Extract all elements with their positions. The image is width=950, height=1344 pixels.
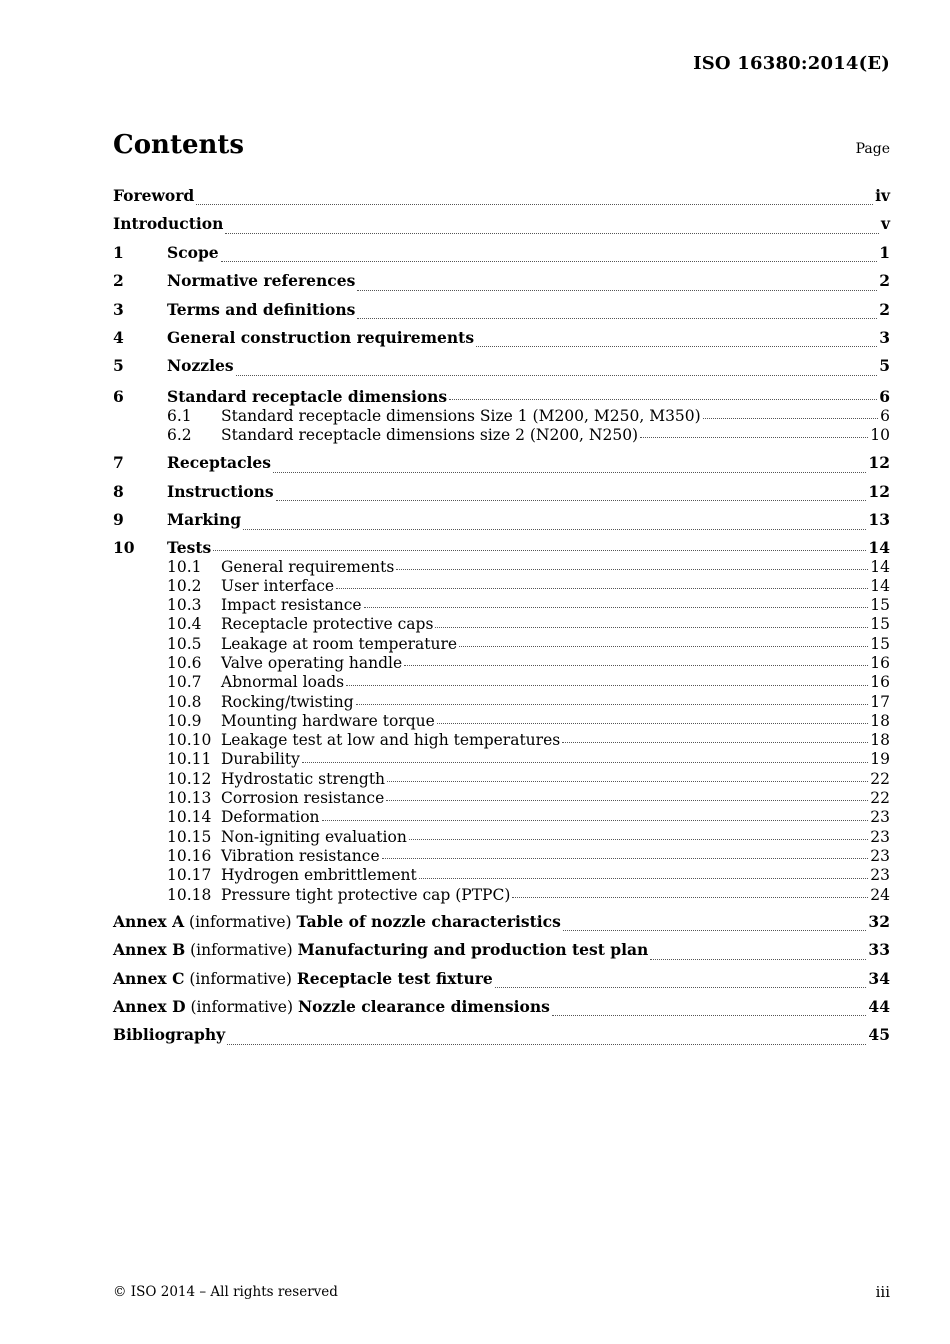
page-column-label: Page bbox=[855, 141, 890, 157]
toc-entry-introduction[interactable] bbox=[113, 212, 890, 240]
toc-number: 10.10 bbox=[167, 731, 212, 750]
toc-entry-foreword[interactable] bbox=[113, 184, 890, 212]
toc-page: 14 bbox=[870, 576, 890, 595]
toc-page: 23 bbox=[870, 827, 890, 846]
toc-entry-10-6[interactable] bbox=[113, 654, 890, 673]
toc-number: 10.14 bbox=[167, 808, 212, 827]
toc-number: 10.2 bbox=[167, 576, 202, 595]
toc-number: 1 bbox=[113, 242, 124, 262]
toc-entry-annex-c[interactable] bbox=[113, 967, 890, 995]
toc-title: Standard receptacle dimensions bbox=[167, 386, 448, 406]
dot-leader bbox=[322, 819, 869, 821]
toc-page: 23 bbox=[870, 866, 890, 885]
toc-title: Standard receptacle dimensions size 2 (N200, N250) bbox=[221, 426, 639, 445]
toc-entry-10-1[interactable] bbox=[113, 558, 890, 577]
toc-entry-10-16[interactable] bbox=[113, 847, 890, 866]
dot-leader bbox=[562, 741, 868, 743]
toc-entry-10-12[interactable] bbox=[113, 770, 890, 789]
toc-entry-10-17[interactable] bbox=[113, 866, 890, 885]
toc-title: Bibliography bbox=[113, 1025, 226, 1045]
toc-number: 10.16 bbox=[167, 846, 212, 865]
toc-entry-annex-d[interactable] bbox=[113, 995, 890, 1023]
toc-title: Corrosion resistance bbox=[221, 789, 385, 808]
dot-leader bbox=[552, 1014, 867, 1016]
annex-title: Nozzle clearance dimensions bbox=[297, 997, 550, 1017]
toc-page: v bbox=[880, 214, 890, 234]
toc-page: 17 bbox=[870, 692, 890, 711]
dot-leader bbox=[213, 549, 866, 551]
toc-entry-10-18[interactable] bbox=[113, 886, 890, 905]
toc-title: Instructions bbox=[167, 481, 274, 501]
dot-leader bbox=[356, 703, 869, 705]
toc-title: Leakage test at low and high temperatures bbox=[221, 731, 561, 750]
toc-number: 9 bbox=[113, 510, 124, 530]
toc-number: 10.11 bbox=[167, 750, 212, 769]
toc-page: 14 bbox=[868, 537, 890, 557]
toc-entry-10-11[interactable] bbox=[113, 750, 890, 769]
toc-title: Tests bbox=[167, 537, 212, 557]
toc-page: 22 bbox=[870, 789, 890, 808]
toc-title: General requirements bbox=[221, 557, 395, 576]
toc-page: 24 bbox=[870, 885, 890, 904]
toc-number: 10.18 bbox=[167, 885, 212, 904]
dot-leader bbox=[459, 645, 868, 647]
toc-page: 6 bbox=[879, 386, 890, 406]
toc-number: 10.3 bbox=[167, 596, 202, 615]
dot-leader bbox=[396, 568, 868, 570]
toc-number: 2 bbox=[113, 271, 124, 291]
dot-leader bbox=[409, 838, 868, 840]
dot-leader bbox=[221, 260, 878, 262]
toc-number: 8 bbox=[113, 481, 124, 501]
dot-leader bbox=[346, 684, 868, 686]
toc-page: 14 bbox=[870, 557, 890, 576]
annex-type: (informative) bbox=[190, 998, 294, 1017]
toc-number: 10.4 bbox=[167, 615, 202, 634]
toc-entry-10[interactable] bbox=[113, 538, 890, 558]
annex-title: Manufacturing and production test plan bbox=[297, 940, 649, 960]
toc-title: Terms and definitions bbox=[167, 299, 356, 319]
toc-entry-10-5[interactable] bbox=[113, 635, 890, 654]
toc-entry-9[interactable] bbox=[113, 508, 890, 536]
annex-label: Annex B bbox=[113, 940, 186, 960]
footer-copyright: © ISO 2014 – All rights reserved bbox=[113, 1284, 338, 1300]
toc-page: 16 bbox=[870, 653, 890, 672]
toc-number: 10.15 bbox=[167, 827, 212, 846]
dot-leader bbox=[336, 587, 868, 589]
toc-number: 7 bbox=[113, 453, 124, 473]
toc-title: General construction requirements bbox=[167, 327, 475, 347]
annex-label: Annex A bbox=[113, 911, 185, 931]
toc-title: Standard receptacle dimensions Size 1 (M200, M250, M350) bbox=[221, 406, 701, 425]
toc-entry-5[interactable] bbox=[113, 354, 890, 382]
dot-leader bbox=[357, 289, 877, 291]
toc-title: Mounting hardware torque bbox=[221, 711, 435, 730]
toc-page: 32 bbox=[868, 911, 890, 931]
toc-number: 6 bbox=[113, 386, 124, 406]
toc-title: Abnormal loads bbox=[221, 673, 345, 692]
toc-entry-4[interactable] bbox=[113, 326, 890, 354]
toc-number: 10.6 bbox=[167, 653, 202, 672]
toc-title: Receptacles bbox=[167, 453, 271, 473]
dot-leader bbox=[382, 857, 869, 859]
toc-title bbox=[113, 967, 493, 991]
dot-leader bbox=[273, 471, 866, 473]
dot-leader bbox=[357, 317, 877, 319]
toc-number: 5 bbox=[113, 356, 124, 376]
toc-title bbox=[113, 910, 561, 934]
toc-title: User interface bbox=[221, 576, 335, 595]
toc-entry-10-15[interactable] bbox=[113, 828, 890, 847]
toc-title: Normative references bbox=[167, 271, 356, 291]
toc-title: Marking bbox=[167, 510, 242, 530]
toc-number: 6.1 bbox=[167, 406, 192, 425]
toc-number: 10.12 bbox=[167, 769, 212, 788]
toc-page: 12 bbox=[868, 453, 890, 473]
toc-entry-10-2[interactable] bbox=[113, 577, 890, 596]
annex-type: (informative) bbox=[190, 941, 293, 960]
toc-entry-3[interactable] bbox=[113, 298, 890, 326]
toc-title: Pressure tight protective cap (PTPC) bbox=[221, 885, 511, 904]
toc-number: 10 bbox=[113, 537, 135, 557]
toc-title: Hydrogen embrittlement bbox=[221, 866, 417, 885]
toc-entry-6-2[interactable] bbox=[113, 426, 890, 445]
toc-page: 34 bbox=[868, 968, 890, 988]
toc-page: 10 bbox=[870, 426, 890, 445]
dot-leader bbox=[640, 436, 868, 438]
toc-entry-bibliography[interactable] bbox=[113, 1023, 890, 1051]
toc-title bbox=[113, 995, 550, 1019]
toc-number: 10.17 bbox=[167, 866, 212, 885]
toc-number: 10.7 bbox=[167, 673, 202, 692]
toc-page: 45 bbox=[868, 1025, 890, 1045]
toc-entry-10-3[interactable] bbox=[113, 596, 890, 615]
toc-page: 15 bbox=[870, 596, 890, 615]
toc-page: 1 bbox=[879, 242, 890, 262]
toc-title: Foreword bbox=[113, 186, 195, 205]
toc-title: Durability bbox=[221, 750, 300, 769]
toc-title: Vibration resistance bbox=[221, 846, 380, 865]
annex-title: Table of nozzle characteristics bbox=[296, 911, 561, 931]
toc-page: 5 bbox=[879, 356, 890, 376]
dot-leader bbox=[495, 986, 867, 988]
dot-leader bbox=[449, 398, 877, 400]
toc-title: Nozzles bbox=[167, 356, 234, 376]
toc-title: Deformation bbox=[221, 808, 320, 827]
toc-title: Hydrostatic strength bbox=[221, 769, 386, 788]
toc-number: 10.8 bbox=[167, 692, 202, 711]
toc-entry-8[interactable] bbox=[113, 480, 890, 508]
toc-number: 6.2 bbox=[167, 426, 192, 445]
footer-page-number: iii bbox=[875, 1283, 890, 1301]
dot-leader bbox=[236, 374, 878, 376]
dot-leader bbox=[476, 345, 877, 347]
dot-leader bbox=[364, 606, 869, 608]
dot-leader bbox=[386, 799, 868, 801]
toc-page: 23 bbox=[870, 846, 890, 865]
toc-entry-annex-a[interactable] bbox=[113, 910, 890, 938]
toc-number: 10.5 bbox=[167, 634, 202, 653]
document-id: ISO 16380:2014(E) bbox=[693, 53, 890, 74]
toc-page: 22 bbox=[870, 769, 890, 788]
toc-page: 18 bbox=[870, 731, 890, 750]
toc-page: 23 bbox=[870, 808, 890, 827]
dot-leader bbox=[387, 780, 868, 782]
toc-page: 2 bbox=[879, 271, 890, 291]
toc-entry-annex-b[interactable] bbox=[113, 938, 890, 966]
toc-title: Impact resistance bbox=[221, 596, 362, 615]
toc-title: Scope bbox=[167, 242, 219, 262]
dot-leader bbox=[225, 232, 879, 234]
toc-entry-6-1[interactable] bbox=[113, 407, 890, 426]
table-of-contents bbox=[113, 184, 890, 1052]
toc-page: 18 bbox=[870, 711, 890, 730]
dot-leader bbox=[437, 722, 868, 724]
annex-type: (informative) bbox=[189, 912, 292, 931]
toc-title: Leakage at room temperature bbox=[221, 634, 458, 653]
toc-title: Receptacle protective caps bbox=[221, 615, 434, 634]
dot-leader bbox=[227, 1043, 866, 1045]
annex-label: Annex C bbox=[113, 968, 185, 988]
toc-title: Introduction bbox=[113, 214, 224, 234]
toc-number: 10.9 bbox=[167, 711, 202, 730]
dot-leader bbox=[650, 958, 866, 960]
toc-title: Valve operating handle bbox=[221, 653, 403, 672]
toc-title bbox=[113, 938, 648, 962]
toc-number: 10.13 bbox=[167, 789, 212, 808]
dot-leader bbox=[196, 203, 873, 205]
toc-number: 3 bbox=[113, 299, 124, 319]
toc-entry-10-10[interactable] bbox=[113, 731, 890, 750]
toc-page: 3 bbox=[879, 327, 890, 347]
contents-title: Contents bbox=[113, 130, 245, 160]
dot-leader bbox=[302, 761, 868, 763]
dot-leader bbox=[243, 528, 866, 530]
toc-page: 16 bbox=[870, 673, 890, 692]
toc-entry-10-8[interactable] bbox=[113, 693, 890, 712]
toc-page: iv bbox=[875, 186, 890, 205]
toc-page: 12 bbox=[868, 481, 890, 501]
toc-page: 44 bbox=[868, 997, 890, 1017]
toc-entry-1[interactable] bbox=[113, 241, 890, 269]
toc-number: 4 bbox=[113, 327, 124, 347]
dot-leader bbox=[276, 499, 867, 501]
toc-entry-10-13[interactable] bbox=[113, 789, 890, 808]
annex-type: (informative) bbox=[189, 969, 292, 988]
annex-label: Annex D bbox=[113, 997, 186, 1017]
toc-page: 15 bbox=[870, 634, 890, 653]
toc-title: Non-igniting evaluation bbox=[221, 827, 407, 846]
toc-entry-7[interactable] bbox=[113, 451, 890, 479]
toc-number: 10.1 bbox=[167, 557, 202, 576]
toc-page: 13 bbox=[868, 510, 890, 530]
dot-leader bbox=[563, 929, 867, 931]
toc-entry-10-9[interactable] bbox=[113, 712, 890, 731]
dot-leader bbox=[703, 417, 878, 419]
dot-leader bbox=[419, 877, 868, 879]
toc-entry-10-7[interactable] bbox=[113, 673, 890, 692]
annex-title: Receptacle test fixture bbox=[296, 968, 493, 988]
toc-entry-6[interactable] bbox=[113, 387, 890, 407]
toc-page: 6 bbox=[880, 406, 890, 425]
toc-page: 2 bbox=[879, 299, 890, 319]
dot-leader bbox=[435, 626, 868, 628]
toc-entry-2[interactable] bbox=[113, 269, 890, 297]
toc-title: Rocking/twisting bbox=[221, 692, 354, 711]
toc-page: 33 bbox=[868, 940, 890, 960]
toc-page: 15 bbox=[870, 615, 890, 634]
toc-entry-10-14[interactable] bbox=[113, 808, 890, 827]
toc-entry-10-4[interactable] bbox=[113, 615, 890, 634]
toc-page: 19 bbox=[870, 750, 890, 769]
dot-leader bbox=[404, 664, 868, 666]
dot-leader bbox=[512, 896, 868, 898]
